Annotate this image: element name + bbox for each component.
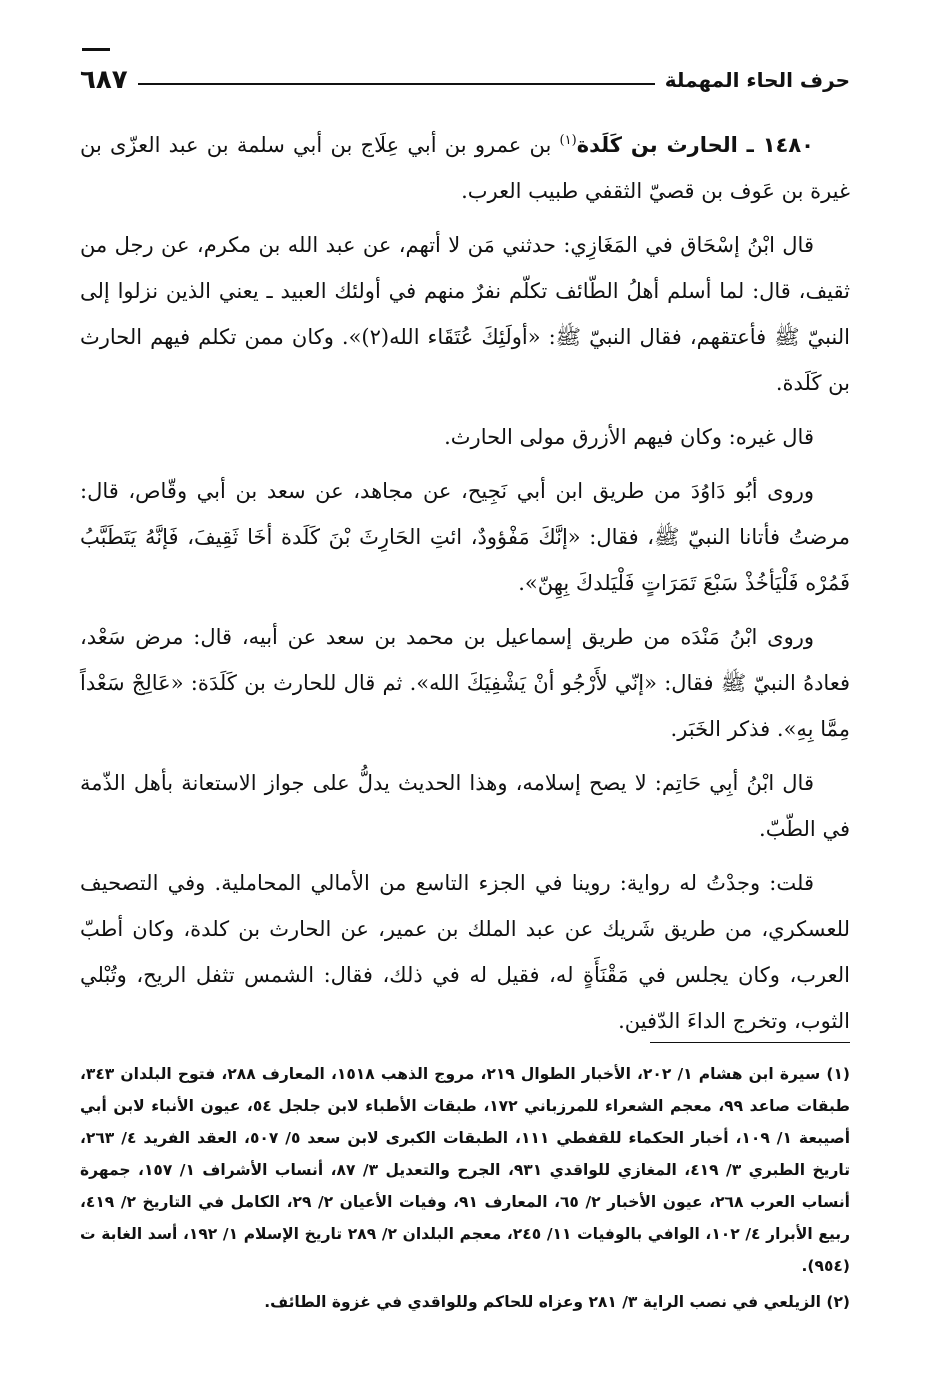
footnotes [80,1058,850,1322]
paragraph [80,468,850,606]
header-rule [138,83,655,85]
paragraph-text: قال غيره: وكان فيهم الأزرق مولى الحارث. [444,425,814,449]
footnote-separator [650,1042,850,1043]
paragraph-text: قال ابْنُ إسْحَاق في المَغَازِي: حدثني مَن لا أتهم، عن عبد الله بن مكرم، عن رجل من ثقيف، قال: لما أسلم أهلُ الطّائف تكلّم نفرٌ منهم في أولئك العبيد ـ يعني الذين نزلوا إلى النبيّ ﷺ فأعتقهم، فقال النبيّ ﷺ: «أولَئِكَ عُتَقَاء الله(٢)». وكان ممن تكلم فيهم الحارث بن كَلَدة. [80,233,850,395]
footnote-ref-1[interactable]: (١) [559,133,577,148]
paragraph [80,860,850,1044]
paragraph [80,222,850,406]
top-corner-mark [82,48,110,51]
paragraph [80,414,850,460]
page-number: ٦٨٧ [80,65,128,95]
paragraph [80,614,850,752]
entry-heading-paragraph [80,118,850,214]
entry-title: ١٤٨٠ ـ الحارث بن كَلَدة [576,133,815,157]
footnote-2: (٢) الزيلعي في نصب الراية ٣/ ٢٨١ وعزاه للحاكم وللواقدي في غزوة الطائف. [264,1293,850,1311]
main-text [80,118,850,1052]
entry-lineage: بن عمرو بن أبي عِلَاج بن أبي سلمة بن عبد العزّى بن غيرة بن عَوف بن قصيّ الثقفي طبيب العرب. [80,133,850,203]
paragraph-text: وروى أبُو دَاوُدَ من طريق ابن أبي نَجِيح، عن مجاهد، عن سعد بن أبي وقّاص، قال: مرضتُ فأتانا النبيّ ﷺ، فقال: «إنَّكَ مَفْؤودٌ، ائتِ الحَارِثَ بْنَ كَلَدة أخَا ثَقِيفَ، فَإنَّهُ يَتَطَبَّبُ فَمُرْه فَلْيَأخُذْ سَبْعَ تَمَرَاتٍ فَلْيَلدكَ بِهِنّ». [80,479,850,595]
running-header [80,60,850,100]
paragraph-text: وروى ابْنُ مَنْدَه من طريق إسماعيل بن محمد بن سعد عن أبيه، قال: مرض سَعْد، فعادهُ النبيّ ﷺ فقال: «إنّي لأَرْجُو أنْ يَشْفِيَكَ الله». ثم قال للحارث بن كَلَدَة: «عَالِجْ سَعْداً مِمَّا بِهِ». فذكر الخَبَر. [80,625,850,741]
paragraph-text: قلت: وجدْتُ له رواية: روينا في الجزء التاسع من الأمالي المحاملية. وفي التصحيف للعسكري، من طريق شَريك عن عبد الملك بن عمير، عن الحارث بن كلدة، وكان أطبّ العرب، وكان يجلس في مَقْنَأَةٍ له، فقيل له في ذلك، فقال: الشمس تثفل الريح، وتُبْلي الثوب، وتخرج الداءَ الدّفين. [80,871,850,1033]
footnote-1: (١) سيرة ابن هشام ١/ ٢٠٢، الأخبار الطوال ٢١٩، مروج الذهب ١٥١٨، المعارف ٢٨٨، فتوح البلدان ٣٤٣، طبقات صاعد ٩٩، معجم الشعراء للمرزباني ١٧٢، طبقات الأطباء لابن جلجل ٥٤، عيون الأنباء لابن أبي أصيبعة ١/ ١٠٩، أخبار الحكماء للقفطي ١١١، الطبقات الكبرى لابن سعد ٥/ ٥٠٧، العقد الفريد ٤/ ٢٦٣، تاريخ الطبري ٣/ ٤١٩، المغازي للواقدي ٩٣١، الجرح والتعديل ٣/ ٨٧، أنساب الأشراف ١/ ١٥٧، جمهرة أنساب العرب ٢٦٨، عيون الأخبار ٢/ ٦٥، المعارف ٩١، وفيات الأعيان ٢/ ٢٩، الكامل في التاريخ ٢/ ٤١٩، ربيع الأبرار ٤/ ١٠٢، الوافي بالوفيات ١١/ ٢٤٥، معجم البلدان ٢/ ٢٨٩ تاريخ الإسلام ١/ ١٩٢، أسد الغابة ت (٩٥٤). [80,1065,851,1275]
paragraph-text: قال ابْنُ أبِي حَاتِم: لا يصح إسلامه، وهذا الحديث يدلُّ على جواز الاستعانة بأهل الذّمة في الطّبّ. [80,771,850,841]
header-title: حرف الحاء المهملة [664,68,850,92]
paragraph [80,760,850,852]
